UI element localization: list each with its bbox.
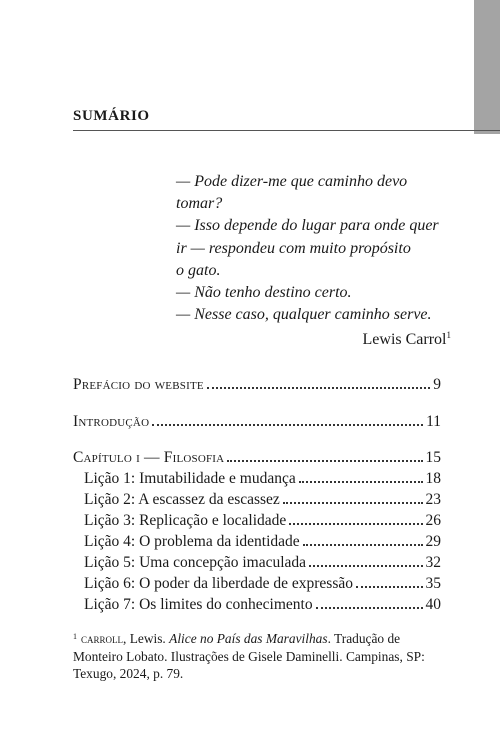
header-rule (73, 130, 500, 131)
toc-entry-title: Lição 6: O poder da liberdade de expressão (84, 575, 353, 592)
epigraph-line: — Isso depende do lugar para onde quer (176, 217, 439, 235)
toc-entry[interactable] (84, 511, 441, 531)
footnote (73, 628, 447, 683)
footnote-book-title: Alice no País das Maravilhas (169, 631, 328, 646)
toc-entry-title: Lição 1: Imutabilidade e mudança (84, 470, 296, 487)
footnote-author: carroll (81, 631, 124, 646)
footnote-marker: 1 (73, 632, 77, 641)
toc-entry-title: Lição 7: Os limites do conhecimento (84, 596, 313, 613)
epigraph-line: — Não tenho destino certo. (176, 284, 352, 302)
toc-entry[interactable] (84, 469, 441, 489)
epigraph (176, 171, 451, 326)
toc-leader-dots (283, 502, 423, 504)
toc-leader-dots (152, 424, 423, 426)
toc-entry-title: Lição 3: Replicação e localidade (84, 512, 287, 529)
toc-entry-page: 11 (426, 413, 441, 430)
toc-entry-page: 18 (425, 470, 441, 487)
toc-entry-title: Lição 2: A escassez da escassez (84, 491, 280, 508)
toc-entry-title: Introdução (73, 413, 150, 430)
page-edge-tab (474, 0, 500, 134)
epigraph-line: ir — respondeu com muito propósito (176, 239, 411, 257)
toc-entry-title: Prefácio do website (73, 376, 204, 393)
toc-leader-dots (227, 460, 422, 462)
toc-entry-page: 26 (425, 512, 441, 529)
toc-entry-page: 29 (425, 533, 441, 550)
toc-entry-page: 9 (433, 376, 441, 393)
toc-entry[interactable] (84, 553, 441, 573)
toc-entry[interactable] (84, 490, 441, 510)
toc-entry-page: 23 (425, 491, 441, 508)
toc-entry[interactable] (84, 574, 441, 594)
epigraph-author (0, 324, 451, 351)
toc-entry-title: Lição 5: Uma concepção imaculada (84, 554, 307, 571)
toc-leader-dots (303, 544, 423, 546)
toc-leader-dots (207, 387, 430, 389)
toc-entry-page: 32 (425, 554, 441, 571)
toc-entry[interactable] (73, 375, 441, 395)
toc-entry-page: 15 (425, 449, 441, 466)
toc-entry[interactable] (73, 412, 441, 432)
epigraph-line: tomar? (176, 195, 223, 213)
toc-leader-dots (316, 607, 423, 609)
toc-entry[interactable] (84, 595, 441, 615)
toc-leader-dots (299, 481, 423, 483)
toc-entry-title: Lição 4: O problema da identidade (84, 533, 300, 550)
epigraph-line: o gato. (176, 261, 221, 279)
footnote-author-rest: , Lewis. (123, 631, 170, 646)
epigraph-author-name: Lewis Carrol (362, 331, 447, 348)
section-label: SUMÁRIO (73, 108, 150, 124)
epigraph-line: — Pode dizer-me que caminho devo (176, 173, 408, 190)
toc-leader-dots (309, 565, 422, 567)
toc-entry-page: 40 (425, 596, 441, 613)
toc-entry[interactable] (73, 448, 441, 468)
toc-entry-title: Capítulo i — Filosofia (73, 449, 225, 466)
toc-entry-page: 35 (425, 575, 441, 592)
toc-leader-dots (289, 523, 422, 525)
toc-leader-dots (356, 586, 423, 588)
epigraph-line: — Nesse caso, qualquer caminho serve. (176, 306, 432, 324)
footnote-details: . Tradução de Monteiro Lobato. Ilustrações de Gisele Daminelli. Campinas, SP: Texugo, 2024, p. 79. (73, 631, 425, 682)
toc-entry[interactable] (84, 532, 441, 552)
footnote-reference[interactable]: 1 (446, 330, 451, 340)
